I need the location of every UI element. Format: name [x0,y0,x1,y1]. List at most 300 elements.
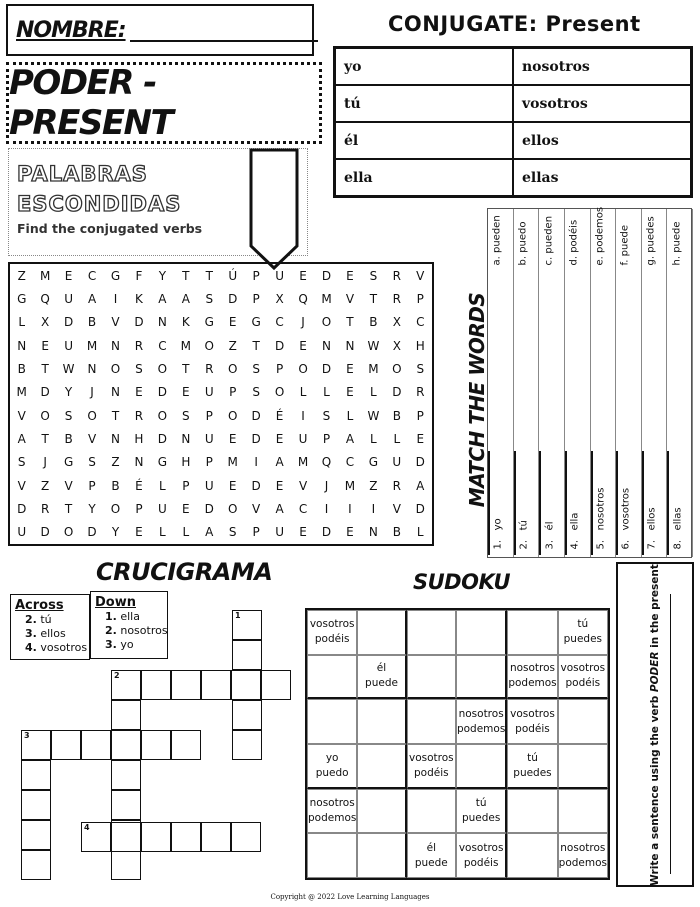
sudoku-cell[interactable] [507,789,557,834]
word-search-letter[interactable]: C [87,268,97,283]
word-search-letter[interactable]: R [392,268,401,283]
word-search-letter[interactable]: L [416,525,424,540]
crossword-cell[interactable] [141,822,171,852]
word-search-letter[interactable]: X [41,315,50,330]
word-search-letter[interactable]: S [228,525,237,540]
word-search-letter[interactable]: G [157,455,168,470]
word-search-letter[interactable]: E [41,338,49,353]
clue-number: 1. [105,610,117,623]
conjugate-cell[interactable]: él [335,122,513,159]
word-search-letter[interactable]: Z [41,478,50,493]
word-search-letter[interactable]: M [180,338,191,353]
crossword-cell[interactable] [21,760,51,790]
word-search-letter[interactable]: O [227,361,238,376]
word-search-letter[interactable]: E [228,431,237,446]
sudoku-cell[interactable] [407,789,456,834]
word-search-letter[interactable]: O [157,361,168,376]
word-search-letter[interactable]: S [88,455,96,470]
word-search-letter[interactable]: B [392,525,401,540]
word-search-letter[interactable]: L [323,385,330,400]
match-pronoun: él [544,521,556,531]
word-search-letter[interactable]: A [17,431,26,446]
crossword-cell[interactable] [201,670,231,700]
word-search-letter[interactable]: E [135,525,143,540]
word-search-letter[interactable]: Z [228,338,237,353]
word-search-letter[interactable]: U [204,478,214,493]
word-search-letter[interactable]: J [90,385,94,400]
crossword-cell[interactable] [231,670,261,700]
word-search-letter[interactable]: O [110,501,121,516]
word-search-letter[interactable]: S [64,408,73,423]
word-search-letter[interactable]: P [416,408,424,423]
word-search-letter[interactable]: E [346,385,354,400]
word-search-letter[interactable]: N [17,338,27,353]
sudoku-cell[interactable] [357,699,406,744]
sudoku-cell[interactable] [558,789,608,834]
word-search-letter[interactable]: X [275,291,284,306]
word-search-letter[interactable]: D [134,315,144,330]
word-search-letter[interactable]: D [392,385,402,400]
word-search-letter[interactable]: D [251,408,261,423]
sudoku-cell[interactable] [456,610,507,655]
word-search-letter[interactable]: J [324,478,329,493]
word-search-letter[interactable]: D [87,525,97,540]
word-search-letter[interactable]: D [274,338,285,353]
word-search-letter[interactable]: S [322,408,331,423]
word-search-grid [8,262,434,546]
word-search-letter[interactable]: A [87,291,97,306]
word-search-letter[interactable]: O [204,338,214,353]
word-search-letter[interactable]: R [392,291,401,306]
word-search-letter[interactable]: G [17,291,27,306]
word-search-letter[interactable]: I [348,501,352,516]
word-search-letter[interactable]: T [346,315,354,330]
word-search-letter[interactable]: O [274,385,285,400]
word-search-letter[interactable]: I [254,455,258,470]
word-search-letter[interactable]: S [17,455,26,470]
sudoku-cell[interactable] [507,833,557,878]
word-search-letter[interactable]: Q [40,291,50,306]
match-answer-cell[interactable] [565,451,590,555]
word-search-letter[interactable]: W [367,408,380,423]
match-item [493,518,504,549]
match-option: g. puedes [645,216,657,266]
word-search-letter[interactable]: É [275,408,284,423]
word-search-letter[interactable]: V [252,501,261,516]
word-search-letter[interactable]: L [18,315,26,330]
conjugate-cell[interactable]: ellas [513,159,691,196]
word-search-letter[interactable]: B [111,478,120,493]
word-search-letter[interactable]: U [17,525,27,540]
word-search-letter[interactable]: U [275,268,284,283]
word-search-letter[interactable]: M [16,385,27,400]
crossword-cell[interactable] [232,730,262,760]
word-search-letter[interactable]: V [416,268,425,283]
match-pronoun: yo [492,518,504,531]
word-search-letter[interactable]: E [182,501,190,516]
word-search-letter[interactable]: K [135,291,143,306]
word-search-letter[interactable]: E [346,525,354,540]
crossword-cell[interactable] [261,670,291,700]
word-search-letter[interactable]: E [275,431,284,446]
word-search-letter[interactable]: O [392,361,402,376]
crossword-cell[interactable] [141,730,171,760]
match-answer-cell[interactable] [642,451,667,555]
word-search-letter[interactable]: D [321,525,332,540]
word-search-letter[interactable]: S [205,291,214,306]
word-search-letter[interactable]: O [87,408,97,423]
word-search-letter[interactable]: N [322,338,331,353]
word-search-letter[interactable]: S [135,361,143,376]
write-line[interactable] [670,594,671,874]
word-search-letter[interactable]: A [345,431,355,446]
word-search-letter[interactable]: E [299,268,307,283]
word-search-letter[interactable]: S [416,361,425,376]
crossword-cell[interactable] [81,822,111,852]
word-search-letter[interactable]: T [205,268,213,283]
word-search-letter[interactable]: Y [88,501,96,516]
word-search-letter[interactable]: V [298,478,308,493]
word-search-letter[interactable]: E [228,315,237,330]
match-answer-cell[interactable] [616,451,641,555]
word-search-letter[interactable]: R [134,408,144,423]
word-search-letter[interactable]: A [205,525,214,540]
word-search-letter[interactable]: X [392,338,401,353]
word-search-letter[interactable]: P [205,408,213,423]
word-search-letter[interactable]: P [182,478,190,493]
crossword-cell[interactable] [21,790,51,820]
word-search-letter[interactable]: Z [17,268,26,283]
crossword-cell[interactable] [111,700,141,730]
word-search-letter[interactable]: O [63,525,74,540]
word-search-letter[interactable]: E [346,268,354,283]
word-search-letter[interactable]: O [157,408,168,423]
word-search-letter[interactable]: D [40,525,50,540]
word-search-letter[interactable]: N [345,338,355,353]
clue [15,627,85,641]
word-search-letter[interactable]: B [392,408,401,423]
word-search-letter[interactable]: Q [321,455,332,470]
word-search-letter[interactable]: D [415,501,425,516]
crossword-cell[interactable] [232,700,262,730]
word-search-letter[interactable]: R [416,385,425,400]
word-search-letter[interactable]: N [368,525,378,540]
sudoku-cell[interactable] [307,833,357,878]
word-search-letter[interactable]: V [87,431,97,446]
word-search-letter[interactable]: J [43,455,47,470]
crossword-cell[interactable] [111,850,141,880]
word-search-letter[interactable]: C [158,338,167,353]
word-search-letter[interactable]: E [416,431,425,446]
crossword-cell[interactable] [21,820,51,850]
word-search-letter[interactable]: N [87,361,97,376]
word-search-letter[interactable]: G [63,455,74,470]
crossword-cell[interactable] [231,822,261,852]
word-search-letter[interactable]: U [204,431,214,446]
word-search-letter[interactable]: N [157,315,167,330]
word-search-letter[interactable]: K [181,315,190,330]
crossword-cell[interactable] [201,822,231,852]
word-search-letter[interactable]: M [297,455,309,470]
word-search-letter[interactable]: D [321,361,332,376]
word-search-letter[interactable]: A [158,291,167,306]
word-search-letter[interactable]: V [111,315,120,330]
crossword-cell[interactable] [111,670,141,700]
word-search-letter[interactable]: L [159,525,166,540]
word-search-letter[interactable]: U [298,431,308,446]
word-search-letter[interactable]: E [299,338,307,353]
word-search-letter[interactable]: V [17,478,26,493]
word-search-letter[interactable]: Q [298,291,308,306]
word-search-letter[interactable]: N [111,385,120,400]
crossword-cell[interactable] [171,822,201,852]
crossword-cell[interactable] [51,730,81,760]
word-search-letter[interactable]: N [111,431,120,446]
word-search-letter[interactable]: D [321,268,332,283]
match-answer-cell[interactable] [591,451,616,555]
match-pronoun: vosotros [620,487,632,531]
word-search-letter[interactable]: V [392,501,401,516]
word-search-letter[interactable]: G [110,268,121,283]
match-answer-cell[interactable] [514,451,539,555]
word-search-letter[interactable]: P [275,361,284,376]
word-search-letter[interactable]: T [64,501,73,516]
word-search-letter[interactable]: B [87,315,97,330]
sudoku-cell[interactable] [558,744,608,789]
word-search-letter[interactable]: B [17,361,26,376]
word-search-letter[interactable]: X [392,315,401,330]
word-search-letter[interactable]: P [252,525,260,540]
word-search-letter[interactable]: D [228,291,238,306]
word-search-letter[interactable]: P [229,385,237,400]
word-search-letter[interactable]: L [159,478,166,493]
word-search-letter[interactable]: D [40,385,50,400]
word-search-letter[interactable]: E [346,361,354,376]
word-search-letter[interactable]: T [182,361,190,376]
match-answer-cell[interactable] [539,451,564,555]
sudoku-cell[interactable] [357,833,406,878]
word-search-letter[interactable]: I [301,408,305,423]
word-search-letter[interactable]: H [181,455,191,470]
word-search-letter[interactable]: Y [111,525,120,540]
sudoku-cell[interactable] [407,655,456,700]
word-search-letter[interactable]: U [157,501,167,516]
word-search-letter[interactable]: A [416,478,425,493]
word-search-letter[interactable]: H [415,338,425,353]
word-search-letter[interactable]: M [39,268,51,283]
word-search-letter[interactable]: S [252,385,260,400]
sudoku-cell[interactable] [507,610,557,655]
clue-text: nosotros [120,624,168,637]
word-search-letter[interactable]: E [228,478,237,493]
word-search-letter[interactable]: V [17,408,26,423]
sudoku-cell[interactable] [407,610,456,655]
crossword-cell[interactable] [21,850,51,880]
word-search-letter[interactable]: M [344,478,356,493]
word-search-letter[interactable]: J [301,315,305,330]
sudoku-cell[interactable] [357,744,406,789]
word-search-letter[interactable]: O [40,408,50,423]
word-search-letter[interactable]: M [86,338,98,353]
match-pronoun: ellas [672,507,684,531]
word-search-letter[interactable]: G [368,455,379,470]
word-search-letter[interactable]: Ú [228,268,238,283]
word-search-letter[interactable]: C [275,315,284,330]
crossword-cell[interactable] [111,822,141,852]
word-search-letter[interactable]: U [392,455,402,470]
sudoku-cell[interactable] [456,744,507,789]
word-search-letter[interactable]: I [371,501,376,516]
word-search-letter[interactable]: Z [111,455,120,470]
word-search-letter[interactable]: H [134,431,144,446]
word-search-letter[interactable]: L [370,385,377,400]
word-search-letter[interactable]: D [204,501,214,516]
crossword-cell[interactable] [81,730,111,760]
word-search-letter[interactable]: B [369,315,378,330]
word-search-letter[interactable]: A [275,501,284,516]
sudoku-cell[interactable] [558,699,608,744]
word-search-letter[interactable]: P [88,478,96,493]
word-search-letter[interactable]: C [416,315,425,330]
word-search-letter[interactable]: D [251,431,261,446]
word-search-letter[interactable]: N [111,338,120,353]
word-search-letter[interactable]: S [369,268,378,283]
sudoku-cell[interactable] [357,789,406,834]
crossword-cell[interactable] [141,670,171,700]
word-search-letter[interactable]: N [181,431,191,446]
word-search-letter[interactable]: P [322,431,331,446]
word-search-letter[interactable]: T [369,291,378,306]
word-search-letter[interactable]: P [416,291,424,306]
word-search-letter[interactable]: O [110,361,121,376]
word-search-letter[interactable]: C [298,501,308,516]
word-search-letter[interactable]: P [252,268,260,283]
sudoku-cell[interactable] [407,699,456,744]
word-search-letter[interactable]: Y [64,385,73,400]
crossword-cell[interactable] [21,730,51,760]
word-search-letter[interactable]: R [134,338,144,353]
word-search-letter[interactable]: O [227,501,238,516]
word-search-letter[interactable]: M [321,291,332,306]
sudoku-cell[interactable] [307,655,357,700]
conjugate-cell[interactable]: vosotros [513,85,691,122]
word-search-letter[interactable]: A [181,291,190,306]
word-search-letter[interactable]: O [298,361,308,376]
word-search-letter[interactable]: F [135,268,143,283]
word-search-letter[interactable]: O [321,315,332,330]
sudoku-cell[interactable] [357,610,406,655]
word-search-letter[interactable]: E [299,525,307,540]
sudoku-cell: él puede [407,833,456,878]
conjugate-cell[interactable]: nosotros [513,48,691,85]
word-search-letter[interactable]: L [393,431,401,446]
word-search-letter[interactable]: É [135,478,143,493]
word-search-letter[interactable]: P [205,455,213,470]
word-search-letter[interactable]: R [392,478,401,493]
word-search-letter[interactable]: A [275,455,284,470]
word-search-letter[interactable]: R [40,501,50,516]
name-input-line[interactable] [130,40,318,42]
word-search-letter[interactable]: T [111,408,120,423]
word-search-letter[interactable]: L [182,525,190,540]
word-search-letter[interactable]: T [41,361,49,376]
word-search-letter[interactable]: T [41,431,49,446]
word-search-letter[interactable]: O [227,408,238,423]
word-search-letter[interactable]: G [251,315,261,330]
word-search-letter[interactable]: E [64,268,73,283]
match-pronoun: tú [518,520,530,531]
crossword-cell[interactable] [111,790,141,820]
word-search-letter[interactable]: N [134,455,144,470]
crossword-cell[interactable] [171,730,201,760]
word-search-letter[interactable]: B [64,431,73,446]
word-search-letter[interactable]: M [227,455,238,470]
word-search-letter[interactable]: E [182,385,190,400]
word-search-letter[interactable]: V [345,291,355,306]
word-search-letter[interactable]: T [182,268,190,283]
match-option-cell [514,211,539,271]
word-search-letter[interactable]: W [62,361,75,376]
word-search-letter[interactable]: T [252,338,260,353]
word-search-letter[interactable]: D [157,385,167,400]
crossword-cell[interactable] [171,670,201,700]
word-search-letter[interactable]: V [64,478,73,493]
sudoku-cell[interactable] [307,699,357,744]
word-search-letter[interactable]: C [345,455,355,470]
sudoku-cell[interactable] [456,655,507,700]
word-search-letter[interactable]: R [205,361,214,376]
word-search-letter[interactable]: M [368,361,379,376]
conjugate-cell[interactable]: ellos [513,122,691,159]
word-search-letter[interactable]: W [367,338,380,353]
write-sentence-box[interactable] [616,562,694,887]
word-search-letter[interactable]: U [64,291,73,306]
word-search-letter[interactable]: S [252,361,260,376]
crossword-cell[interactable] [111,760,141,790]
conjugate-cell[interactable]: ella [335,159,513,196]
word-search-letter[interactable]: P [252,291,260,306]
match-answer-cell[interactable] [667,451,692,555]
word-search-letter[interactable]: Y [158,268,167,283]
conjugate-cell[interactable]: yo [335,48,513,85]
conjugate-cell[interactable]: tú [335,85,513,122]
crossword-cell[interactable] [111,730,141,760]
word-search-letter[interactable]: G [204,315,214,330]
word-search-letter[interactable]: P [135,501,143,516]
word-search-letter[interactable]: L [370,431,377,446]
match-answer-cell[interactable] [488,451,513,555]
word-search-letter[interactable]: U [275,525,284,540]
crossword-cell[interactable] [232,640,262,670]
word-search-letter[interactable]: I [324,501,329,516]
word-search-letter[interactable]: L [346,408,354,423]
word-search-letter[interactable]: E [275,478,284,493]
word-search-letter[interactable]: S [182,408,190,423]
word-search-letter[interactable]: D [63,315,74,330]
word-search-letter[interactable]: D [251,478,261,493]
word-search-letter[interactable]: D [157,431,167,446]
word-search-letter[interactable]: U [204,385,214,400]
word-search-letter[interactable]: Z [369,478,378,493]
crossword-cell[interactable] [232,610,262,640]
word-search-letter[interactable]: U [64,338,73,353]
word-search-letter[interactable]: D [415,455,425,470]
clue [95,610,163,624]
word-search-letter[interactable]: E [135,385,143,400]
word-search-letter[interactable]: D [17,501,27,516]
word-search-letter[interactable]: L [299,385,307,400]
word-search-letter[interactable]: I [113,291,118,306]
